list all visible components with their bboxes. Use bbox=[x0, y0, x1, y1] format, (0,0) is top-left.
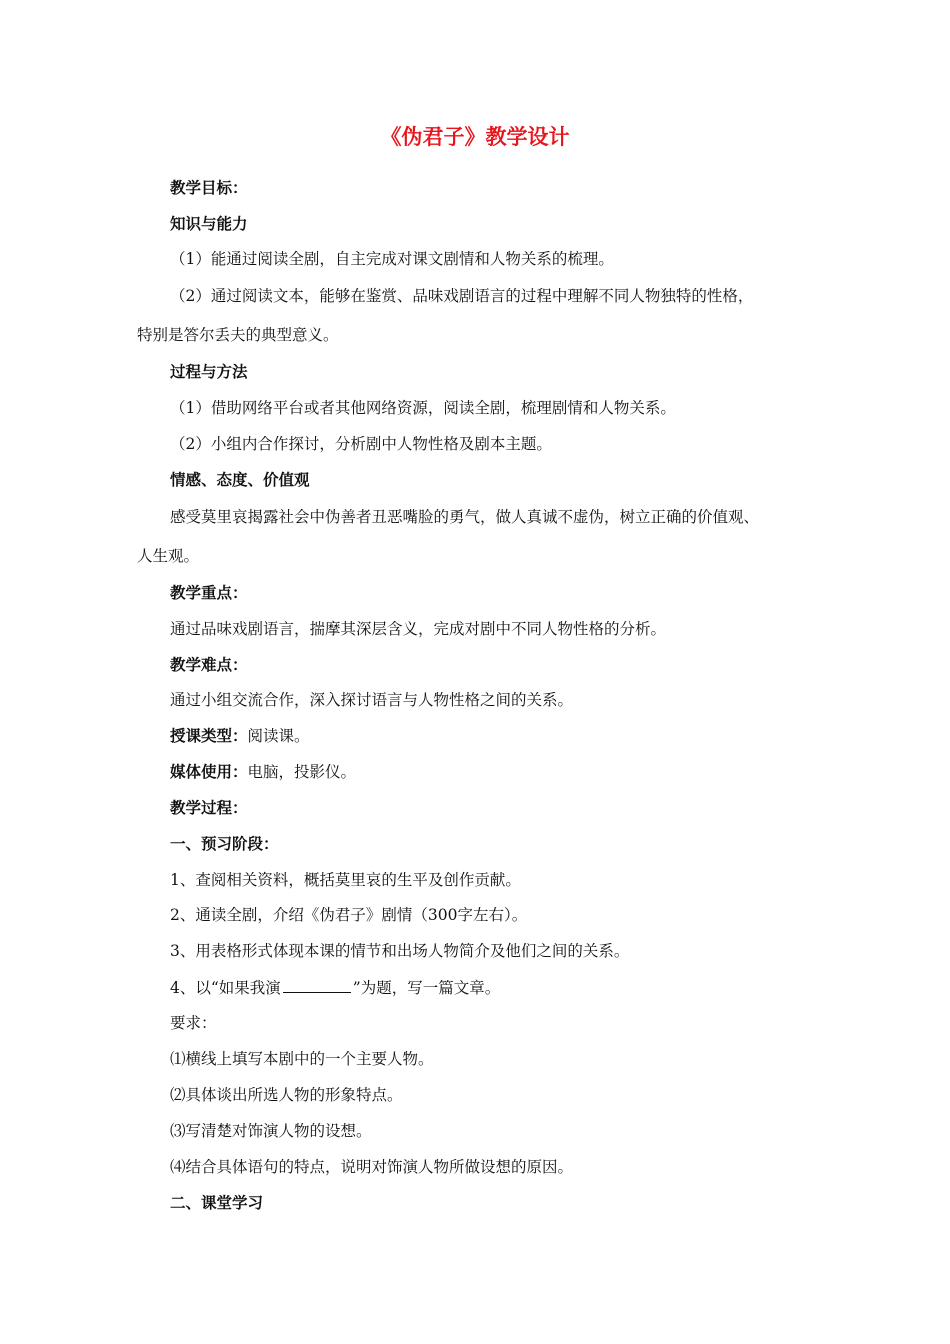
key-point-heading: 教学重点： bbox=[170, 583, 248, 602]
stage-1-item-2: 2、通读全剧，介绍《伪君子》剧情（300字左右）。 bbox=[170, 906, 528, 924]
emotion-heading: 情感、态度、价值观 bbox=[170, 470, 310, 489]
teaching-process-heading: 教学过程： bbox=[170, 798, 248, 817]
stage-1-heading: 一、预习阶段： bbox=[170, 834, 279, 853]
fill-in-blank-line bbox=[283, 976, 351, 993]
objectives-heading: 教学目标： bbox=[170, 178, 248, 197]
knowledge-item-2-cont: 特别是答尔丢夫的典型意义。 bbox=[137, 326, 339, 344]
stage-1-item-1: 1、查阅相关资料，概括莫里哀的生平及创作贡献。 bbox=[170, 871, 521, 889]
stage-1-item-4-prefix: 4、以“如果我演 bbox=[170, 979, 281, 997]
process-item-2: （2）小组内合作探讨，分析剧中人物性格及剧本主题。 bbox=[170, 435, 552, 453]
requirement-3: ⑶写清楚对饰演人物的设想。 bbox=[170, 1122, 372, 1140]
stage-1-item-4 bbox=[170, 976, 500, 999]
requirement-4: ⑷结合具体语句的特点，说明对饰演人物所做设想的原因。 bbox=[170, 1158, 574, 1176]
requirement-1: ⑴横线上填写本剧中的一个主要人物。 bbox=[170, 1050, 434, 1068]
knowledge-item-2: （2）通过阅读文本，能够在鉴赏、品味戏剧语言的过程中理解不同人物独特的性格， bbox=[170, 287, 754, 305]
process-item-1: （1）借助网络平台或者其他网络资源，阅读全剧，梳理剧情和人物关系。 bbox=[170, 399, 676, 417]
document-title: 《伪君子》教学设计 bbox=[380, 124, 570, 149]
difficulty-heading: 教学难点： bbox=[170, 655, 248, 674]
stage-1-item-4-suffix: ”为题，写一篇文章。 bbox=[352, 979, 501, 997]
knowledge-heading: 知识与能力 bbox=[170, 214, 248, 233]
requirements-label: 要求： bbox=[170, 1014, 217, 1032]
process-method-heading: 过程与方法 bbox=[170, 362, 248, 381]
lesson-type-label: 授课类型： bbox=[170, 726, 248, 745]
media-use bbox=[170, 761, 356, 783]
media-use-label: 媒体使用： bbox=[170, 762, 248, 781]
media-use-value: 电脑，投影仪。 bbox=[247, 763, 357, 781]
lesson-type-value: 阅读课。 bbox=[247, 727, 310, 745]
emotion-text: 感受莫里哀揭露社会中伪善者丑恶嘴脸的勇气，做人真诚不虚伪，树立正确的价值观、 bbox=[170, 508, 760, 526]
emotion-text-cont: 人生观。 bbox=[137, 547, 200, 565]
knowledge-item-1: （1）能通过阅读全剧，自主完成对课文剧情和人物关系的梳理。 bbox=[170, 250, 614, 268]
lesson-type bbox=[170, 725, 310, 747]
key-point-text: 通过品味戏剧语言，揣摩其深层含义，完成对剧中不同人物性格的分析。 bbox=[170, 620, 667, 638]
stage-2-heading: 二、课堂学习 bbox=[170, 1193, 264, 1212]
stage-1-item-3: 3、用表格形式体现本课的情节和出场人物简介及他们之间的关系。 bbox=[170, 942, 630, 960]
requirement-2: ⑵具体谈出所选人物的形象特点。 bbox=[170, 1086, 403, 1104]
difficulty-text: 通过小组交流合作，深入探讨语言与人物性格之间的关系。 bbox=[170, 691, 574, 709]
